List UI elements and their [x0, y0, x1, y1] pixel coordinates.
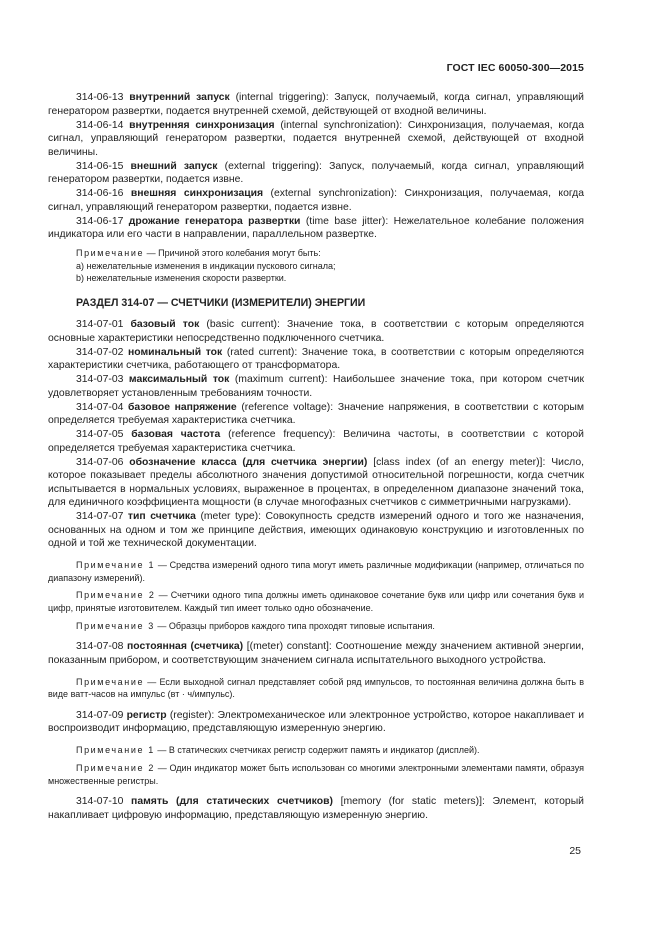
- term-entry: 314-07-07 тип счетчика (meter type): Совокупность средств измерений одного и того же назначения, основанных на одном и том же принципе действия, имеющих одинаковую конструкцию и изготовленных по одной и той же технической документации.: [48, 511, 585, 550]
- term-entry: 314-07-02 номинальный ток (rated current): Значение тока, в соответствии с которым определяются характеристики счетчика, работающего от трансформатора.: [48, 346, 585, 372]
- term-entry: 314-07-01 базовый ток (basic current): Значение тока, в соответствии с которым определяются основные характеристики непосредственно подключенного счетчика.: [48, 319, 585, 344]
- term-entry: 314-07-06 обозначение класса (для счетчика энергии) [class index (of an energy meter)]: Число, которое показывает пределы абсолютного значения допустимой относительной погрешности, когда счетчик испытывается в нормальных условиях, выраженное в процентах, в определенном диапазоне значений тока, для единичного коэффициента мощности (в случае многофазных счетчиков с симметричными нагрузками).: [48, 456, 585, 509]
- note: Примечание 1 — Средства измерений одного типа могут иметь различные модификации (например, отличаться по диапазону измерений).: [48, 560, 584, 583]
- term-entry: 314-07-10 память (для статических счетчиков) [memory (for static meters)]: Элемент, который накапливает цифровую информацию, представляющую измеренную энергию.: [48, 796, 584, 821]
- note: Примечание 1 — В статических счетчиках регистр содержит память и индикатор (дисплей).: [76, 745, 480, 756]
- term-entry: 314-06-17 дрожание генератора развертки (time base jitter): Нежелательное колебание положения индикатора или его части в направлении, параллельном развертке.: [48, 215, 585, 240]
- note-list-item: а) нежелательные изменения в индикации пускового сигнала;: [76, 260, 336, 271]
- term-entry: 314-06-16 внешняя синхронизация (external synchronization): Синхронизация, получаемая, когда сигнал, управляющий генератором развертки, подается извне.: [48, 188, 585, 213]
- note: Примечание 2 — Один индикатор может быть использован со многими электронными элементами памяти, образуя множественные регистры.: [48, 763, 584, 786]
- term-entry: 314-07-03 максимальный ток (maximum current): Наибольшее значение тока, при котором счетчик удовлетворяет установленным требованиям точности.: [48, 374, 584, 399]
- page-content: [48, 91, 584, 823]
- note: Примечание 3 — Образцы приборов каждого типа проходят типовые испытания.: [76, 620, 435, 631]
- note: Примечание — Если выходной сигнал представляет собой ряд импульсов, то постоянная величина должна быть в виде ватт-часов на импульс (вт · ч/импульс).: [48, 676, 584, 700]
- term-entry: 314-07-04 базовое напряжение (reference voltage): Значение напряжения, в соответствии с которым определяется требуемая характеристика счетчика.: [48, 401, 584, 427]
- term-entry: 314-07-09 регистр (register): Электромеханическое или электронное устройство, которое накапливает и воспроизводит информацию, представляющую измеренную энергию.: [48, 709, 585, 735]
- page-number: 25: [569, 845, 581, 857]
- term-entry: 314-06-14 внутренняя синхронизация (internal synchronization): Синхронизация, получаемая, когда сигнал, управляющий генератором развертки, подается внутренней схемой, действующей от входной величины.: [48, 119, 584, 158]
- note: Примечание — Причиной этого колебания могут быть:: [76, 248, 321, 258]
- term-entry: 314-07-08 постоянная (счетчика) [(meter) constant]: Соотношение между значением активной энергии, показанным прибором, и соответствующим значением сигнала испытательного выходного устройства.: [48, 641, 584, 666]
- term-entry: 314-06-13 внутренний запуск (internal triggering): Запуск, получаемый, когда сигнал, управляющий генератором развертки, подается внутренней схемой, действующей от входной величины.: [48, 92, 584, 117]
- note-list-item: b) нежелательные изменения скорости развертки.: [76, 273, 287, 284]
- note: Примечание 2 — Счетчики одного типа должны иметь одинаковое сочетание букв или цифр или сочетания букв и цифр, принятые изготовителем. Каждый тип имеет только одно обозначение.: [48, 590, 584, 614]
- standard-header: ГОСТ IEC 60050-300—2015: [446, 62, 584, 74]
- term-entry: 314-07-05 базовая частота (reference frequency): Величина частоты, в соответствии с которой определяется требуемая характеристика счетчика.: [48, 429, 584, 454]
- term-entry: 314-06-15 внешний запуск (external triggering): Запуск, получаемый, когда сигнал, управляющий генератором развертки, подается извне.: [48, 160, 584, 185]
- section-title: РАЗДЕЛ 314-07 — СЧЕТЧИКИ (ИЗМЕРИТЕЛИ) ЭНЕРГИИ: [76, 296, 366, 309]
